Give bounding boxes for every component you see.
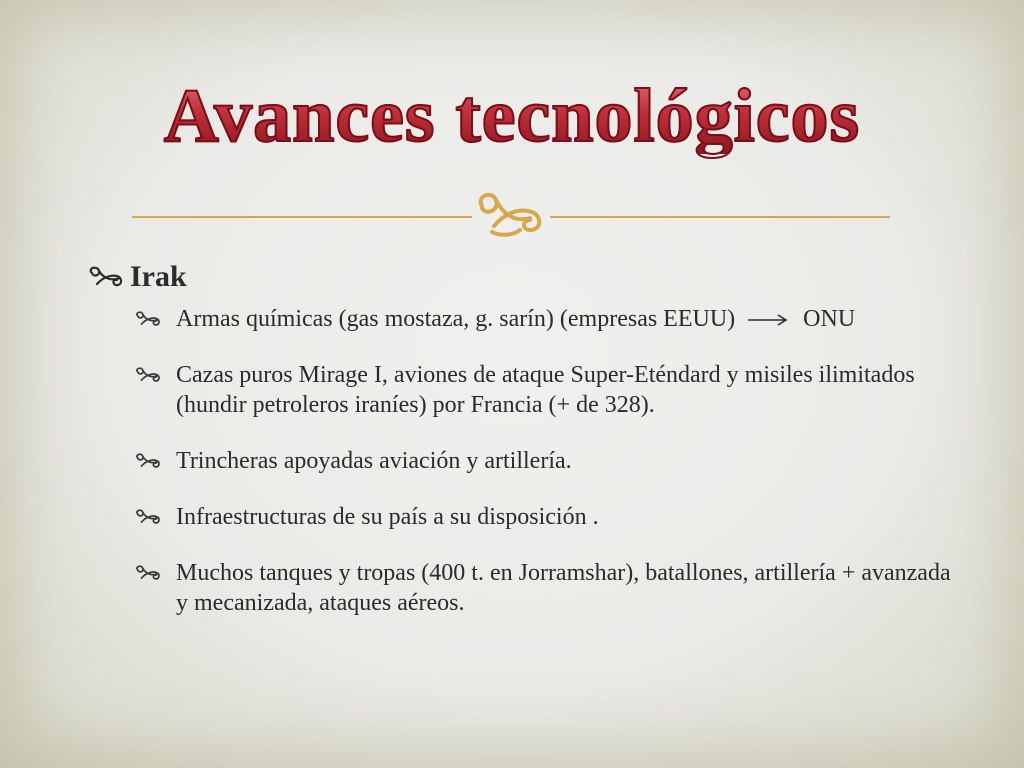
slide-body <box>88 260 988 644</box>
section-heading: Irak <box>130 260 187 293</box>
swirl-bullet-icon <box>135 564 161 582</box>
title-divider-right <box>550 216 890 218</box>
list-item <box>135 558 988 618</box>
list-item <box>135 502 988 532</box>
list-item-text: Armas químicas (gas mostaza, g. sarín) (empresas EEUU) <box>176 306 736 332</box>
swirl-bullet-icon <box>135 508 161 526</box>
list-item-text: Trincheras apoyadas aviación y artillería. <box>176 448 572 474</box>
slide-title: Avances tecnológicos <box>0 78 1024 154</box>
arrow-target-text: ONU <box>803 306 856 332</box>
list-item <box>135 304 988 334</box>
section-heading-row <box>88 260 988 294</box>
title-divider-left <box>132 216 472 218</box>
swirl-bullet-icon <box>88 266 124 288</box>
swirl-bullet-icon <box>135 310 161 328</box>
list-item <box>135 360 988 420</box>
list-item <box>135 446 988 476</box>
list-item-text: Muchos tanques y tropas (400 t. en Jorramshar), batallones, artillería + avanzada y mecanizada, ataques aéreos. <box>176 560 951 616</box>
arrow-right-icon <box>747 313 789 327</box>
list-item-text: Cazas puros Mirage I, aviones de ataque Super-Eténdard y misiles ilimitados (hundir petroleros iraníes) por Francia (+ de 328). <box>176 362 915 418</box>
swirl-bullet-icon <box>135 366 161 384</box>
list-item-text: Infraestructuras de su país a su disposición . <box>176 504 599 530</box>
flourish-ornament-icon <box>472 186 550 242</box>
bullet-list <box>88 304 988 618</box>
swirl-bullet-icon <box>135 452 161 470</box>
